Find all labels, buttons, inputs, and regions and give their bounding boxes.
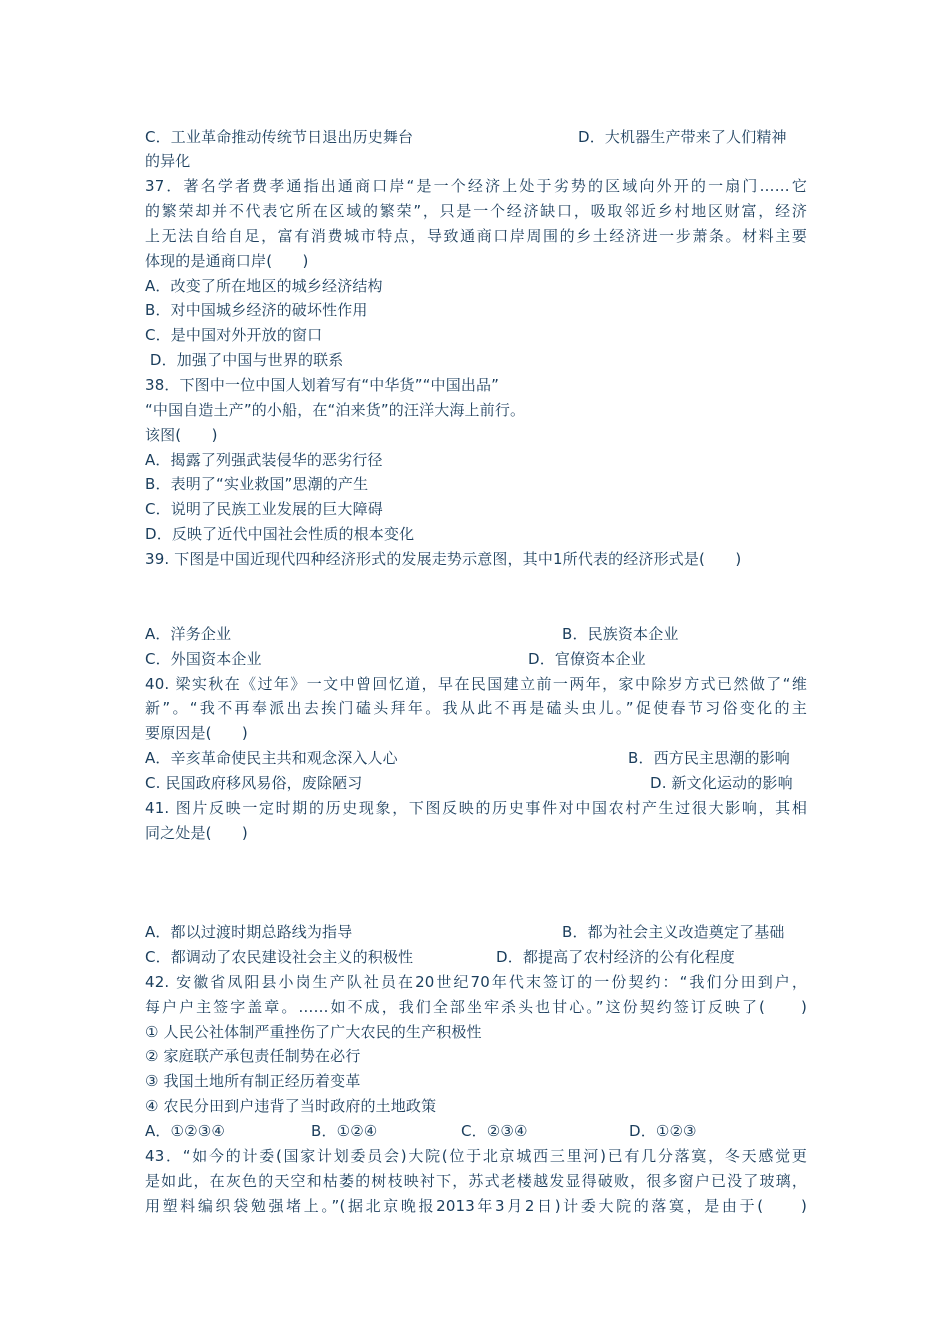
statement-1: ① 人民公社体制严重挫伤了广大农民的生产积极性 [145, 1023, 482, 1041]
question-42: 42. 安徽省凤阳县小岗生产队社员在20世纪70年代末签订的一份契约：“我们分田到户， [145, 973, 807, 991]
option-d: D．大机器生产带来了人们精神 [578, 128, 787, 146]
option-c: C．工业革命推动传统节日退出历史舞台 [145, 128, 414, 146]
option-a: A．都以过渡时期总路线为指导 [145, 923, 353, 941]
option-b: B．对中国城乡经济的破坏性作用 [145, 301, 368, 319]
option-line [145, 746, 790, 771]
question-38: 38．下图中一位中国人划着写有“中华货”“中国出品” [145, 376, 500, 394]
question-40: 40. 梁实秋在《过年》一文中曾回忆道，早在民国建立前一两年，家中除岁方式已然做了“维 [145, 675, 807, 693]
statement-4: ④ 农民分田到户违背了当时政府的土地政策 [145, 1097, 437, 1115]
option-d: D. 新文化运动的影响 [650, 774, 793, 792]
question-37: 37．著名学者费孝通指出通商口岸“是一个经济上处于劣势的区域向外开的一扇门……它 [145, 177, 807, 195]
option-line [145, 125, 787, 150]
question-text-line: 每户户主签字盖章。……如不成，我们全部坐牢杀头也甘心。”这份契约签订反映了( ) [145, 998, 807, 1016]
option-c: C．外国资本企业 [145, 650, 262, 668]
question-text-line: 体现的是通商口岸( ) [145, 252, 309, 270]
option-b: B．西方民主思潮的影响 [628, 749, 790, 767]
question-text-line: 该图( ) [145, 426, 218, 444]
question-39: 39. 下图是中国近现代四种经济形式的发展走势示意图，其中1所代表的经济形式是( ) [145, 550, 742, 568]
question-text-line: 是如此，在灰色的天空和枯萎的树枝映衬下，苏式老楼越发显得破败，很多窗户已没了玻璃， [145, 1172, 807, 1190]
option-c: C．是中国对外开放的窗口 [145, 326, 323, 344]
text-line: 的异化 [145, 152, 191, 170]
option-line [145, 920, 785, 945]
option-line [145, 1119, 697, 1144]
option-a: A．洋务企业 [145, 625, 232, 643]
option-a: A．①②③④ [145, 1122, 225, 1140]
question-text-line: 同之处是( ) [145, 824, 248, 842]
option-d: D．反映了近代中国社会性质的根本变化 [145, 525, 415, 543]
statement-2: ② 家庭联产承包责任制势在必行 [145, 1047, 361, 1065]
question-text-line: 的繁荣却并不代表它所在区域的繁荣”，只是一个经济缺口，吸取邻近乡村地区财富，经济 [145, 202, 807, 220]
question-text-line: 上无法自给自足，富有消费城市特点，导致通商口岸周围的乡土经济进一步萧条。材料主要 [145, 227, 807, 245]
option-line [145, 771, 793, 796]
option-c: C．②③④ [461, 1122, 528, 1140]
option-c: C. 民国政府移风易俗，废除陋习 [145, 774, 363, 792]
option-c: C．说明了民族工业发展的巨大障碍 [145, 500, 383, 518]
option-a: A．辛亥革命使民主共和观念深入人心 [145, 749, 398, 767]
question-text-line: “中国自造土产”的小船，在“泊来货”的汪洋大海上前行。 [145, 401, 526, 419]
option-b: B．都为社会主义改造奠定了基础 [562, 923, 785, 941]
option-b: B．表明了“实业救国”思潮的产生 [145, 475, 369, 493]
question-text-line: 新”。“我不再奉派出去挨门磕头拜年。我从此不再是磕头虫儿。”促使春节习俗变化的主 [145, 699, 807, 717]
question-text-line: 用塑料编织袋勉强堵上。”(据北京晚报2013年3月2日)计委大院的落寞，是由于( ) [145, 1197, 807, 1215]
option-a: A．改变了所在地区的城乡经济结构 [145, 277, 383, 295]
option-d: D．①②③ [629, 1122, 697, 1140]
statement-3: ③ 我国土地所有制正经历着变革 [145, 1072, 361, 1090]
option-d: D．加强了中国与世界的联系 [145, 351, 344, 369]
question-41: 41. 图片反映一定时期的历史现象，下图反映的历史事件对中国农村产生过很大影响，其相 [145, 799, 807, 817]
option-line [145, 622, 679, 647]
option-line [145, 647, 646, 672]
option-b: B．①②④ [311, 1122, 378, 1140]
option-a: A．揭露了列强武装侵华的恶劣行径 [145, 451, 383, 469]
question-43: 43．“如今的计委(国家计划委员会)大院(位于北京城西三里河)已有几分落寞，冬天感觉更 [145, 1147, 807, 1165]
option-c: C．都调动了农民建设社会主义的积极性 [145, 948, 414, 966]
question-text-line: 要原因是( ) [145, 724, 248, 742]
option-b: B．民族资本企业 [562, 625, 679, 643]
option-d: D．官僚资本企业 [528, 650, 646, 668]
option-d: D．都提高了农村经济的公有化程度 [496, 948, 735, 966]
option-line [145, 945, 735, 970]
